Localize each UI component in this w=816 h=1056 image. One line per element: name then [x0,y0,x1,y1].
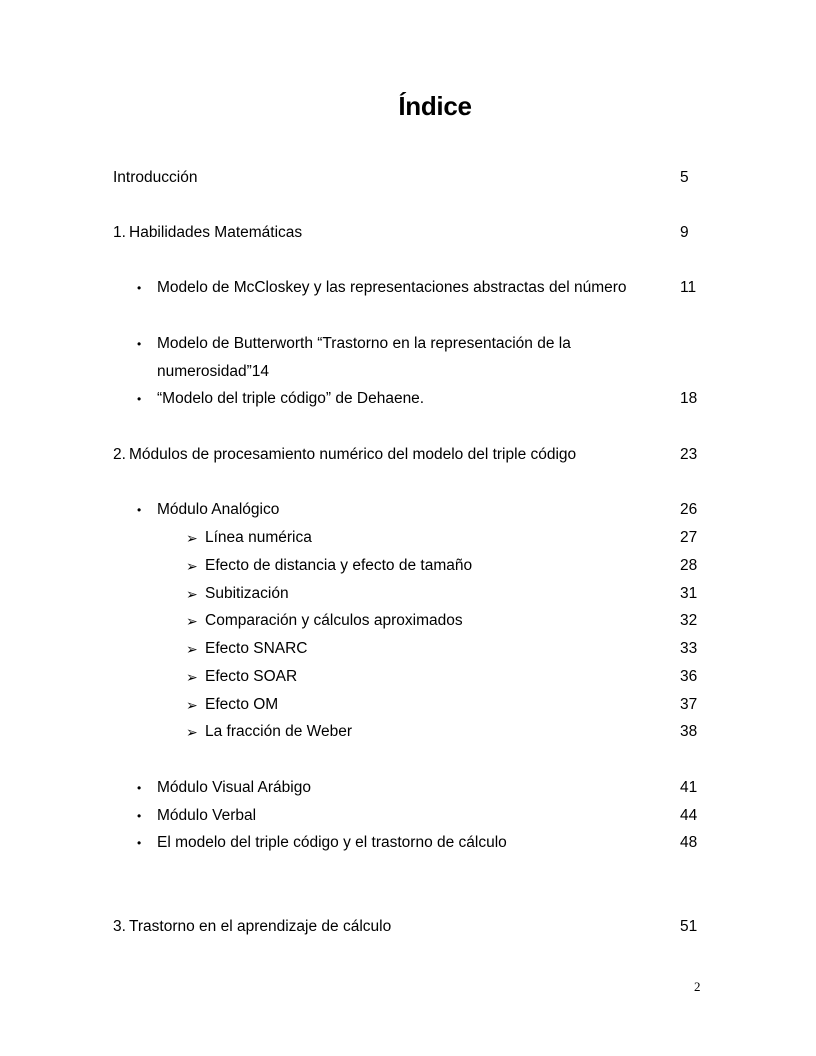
arrow-bullet-icon: ➢ [186,530,198,546]
page-title: Índice [398,91,472,121]
toc-entry-page: 48 [680,834,698,851]
toc-entry-page: 37 [680,696,698,713]
bullet-icon: • [137,809,142,823]
toc-entry-page: 32 [680,612,698,629]
bullet-icon: • [137,503,142,517]
toc-entry-page: 36 [680,668,698,685]
arrow-bullet-icon: ➢ [186,613,198,629]
toc-entry-label: Comparación y cálculos aproximados [205,612,463,629]
toc-entry-page: 31 [680,585,698,602]
toc-entry-label: numerosidad”14 [157,363,270,380]
toc-entry-label: Efecto SNARC [205,640,308,657]
arrow-bullet-icon: ➢ [186,669,198,685]
toc-entry-label: Línea numérica [205,529,312,546]
toc-entry-page: 5 [680,169,689,186]
arrow-bullet-icon: ➢ [186,724,198,740]
toc-entry-page: 33 [680,640,698,657]
bullet-icon: • [137,281,142,295]
toc-entry-page: 41 [680,779,698,796]
toc-entry-number: 1. [113,224,126,241]
arrow-bullet-icon: ➢ [186,641,198,657]
toc-entry-page: 51 [680,918,698,935]
toc-entry-label: La fracción de Weber [205,723,353,740]
toc-entry-page: 38 [680,723,698,740]
toc-entry-label: Módulo Verbal [157,807,257,824]
bullet-icon: • [137,392,142,406]
toc-entry-page: 9 [680,224,689,241]
toc-entry-label: Modelo de McCloskey y las representaciones abstractas del número [157,279,627,296]
arrow-bullet-icon: ➢ [186,586,198,602]
toc-entry-page: 11 [680,279,697,296]
toc-entry-label: Trastorno en el aprendizaje de cálculo [129,918,392,935]
bullet-icon: • [137,337,142,351]
toc-entry-page: 27 [680,529,698,546]
toc-entry-number: 2. [113,446,126,463]
toc-entry-label: Módulo Visual Arábigo [157,779,311,796]
toc-entry-label: Módulo Analógico [157,501,280,518]
toc-entry-label: Módulos de procesamiento numérico del modelo del triple código [129,446,577,463]
toc-entry-page: 26 [680,501,698,518]
toc-entry-label: Modelo de Butterworth “Trastorno en la representación de la [157,335,571,352]
toc-entry-page: 44 [680,807,698,824]
page-number: 2 [694,979,701,994]
toc-entry-label: Introducción [113,169,198,186]
bullet-icon: • [137,781,142,795]
toc-entry-page: 23 [680,446,698,463]
toc-entry-page: 28 [680,557,698,574]
bullet-icon: • [137,836,142,850]
toc-entry-label: Efecto OM [205,696,279,713]
arrow-bullet-icon: ➢ [186,697,198,713]
toc-entry-label: “Modelo del triple código” de Dehaene. [157,390,425,407]
toc-entry-label: El modelo del triple código y el trastorno de cálculo [157,834,507,851]
toc-entry-number: 3. [113,918,126,935]
arrow-bullet-icon: ➢ [186,558,198,574]
toc-entry-label: Subitización [205,585,289,602]
toc-entry-label: Efecto SOAR [205,668,298,685]
toc-entry-label: Habilidades Matemáticas [129,224,303,241]
toc-entry-page: 18 [680,390,698,407]
toc-entry-label: Efecto de distancia y efecto de tamaño [205,557,473,574]
